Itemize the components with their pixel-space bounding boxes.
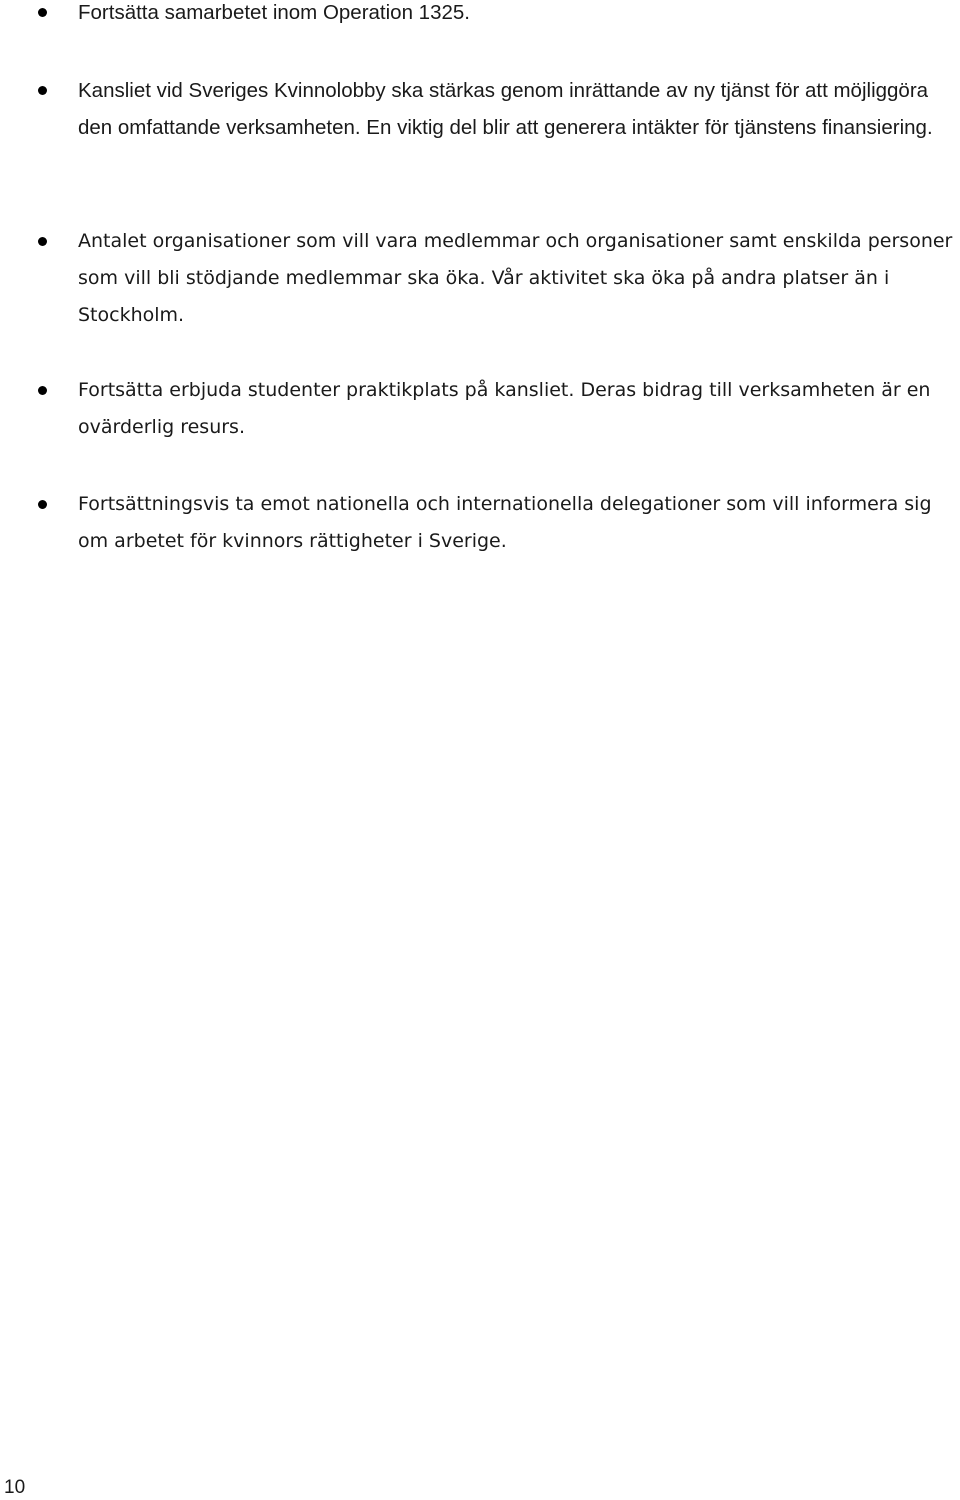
bullet-icon — [38, 237, 47, 246]
bullet-icon — [38, 86, 47, 95]
bullet-text: Kansliet vid Sveriges Kvinnolobby ska stärkas genom inrättande av ny tjänst för att möjliggöra den omfattande verksamheten. En viktig del blir att generera intäkter för tjänstens finansiering. — [78, 79, 933, 139]
bullet-text: Fortsätta samarbetet inom Operation 1325. — [78, 1, 470, 24]
bullet-text: Fortsätta erbjuda studenter praktikplats på kansliet. Deras bidrag till verksamheten är en ovärderlig resurs. — [78, 379, 931, 438]
bullet-icon — [38, 8, 47, 17]
bullet-icon — [38, 386, 47, 395]
bullet-text: Fortsättningsvis ta emot nationella och internationella delegationer som vill informera sig om arbetet för kvinnors rättigheter i Sverige. — [78, 493, 932, 552]
page-number: 10 — [4, 1477, 26, 1498]
bullet-icon — [38, 500, 47, 509]
bullet-text: Antalet organisationer som vill vara medlemmar och organisationer samt enskilda personer som vill bli stödjande medlemmar ska öka. Vår aktivitet ska öka på andra platser än i Stockholm. — [78, 230, 953, 326]
